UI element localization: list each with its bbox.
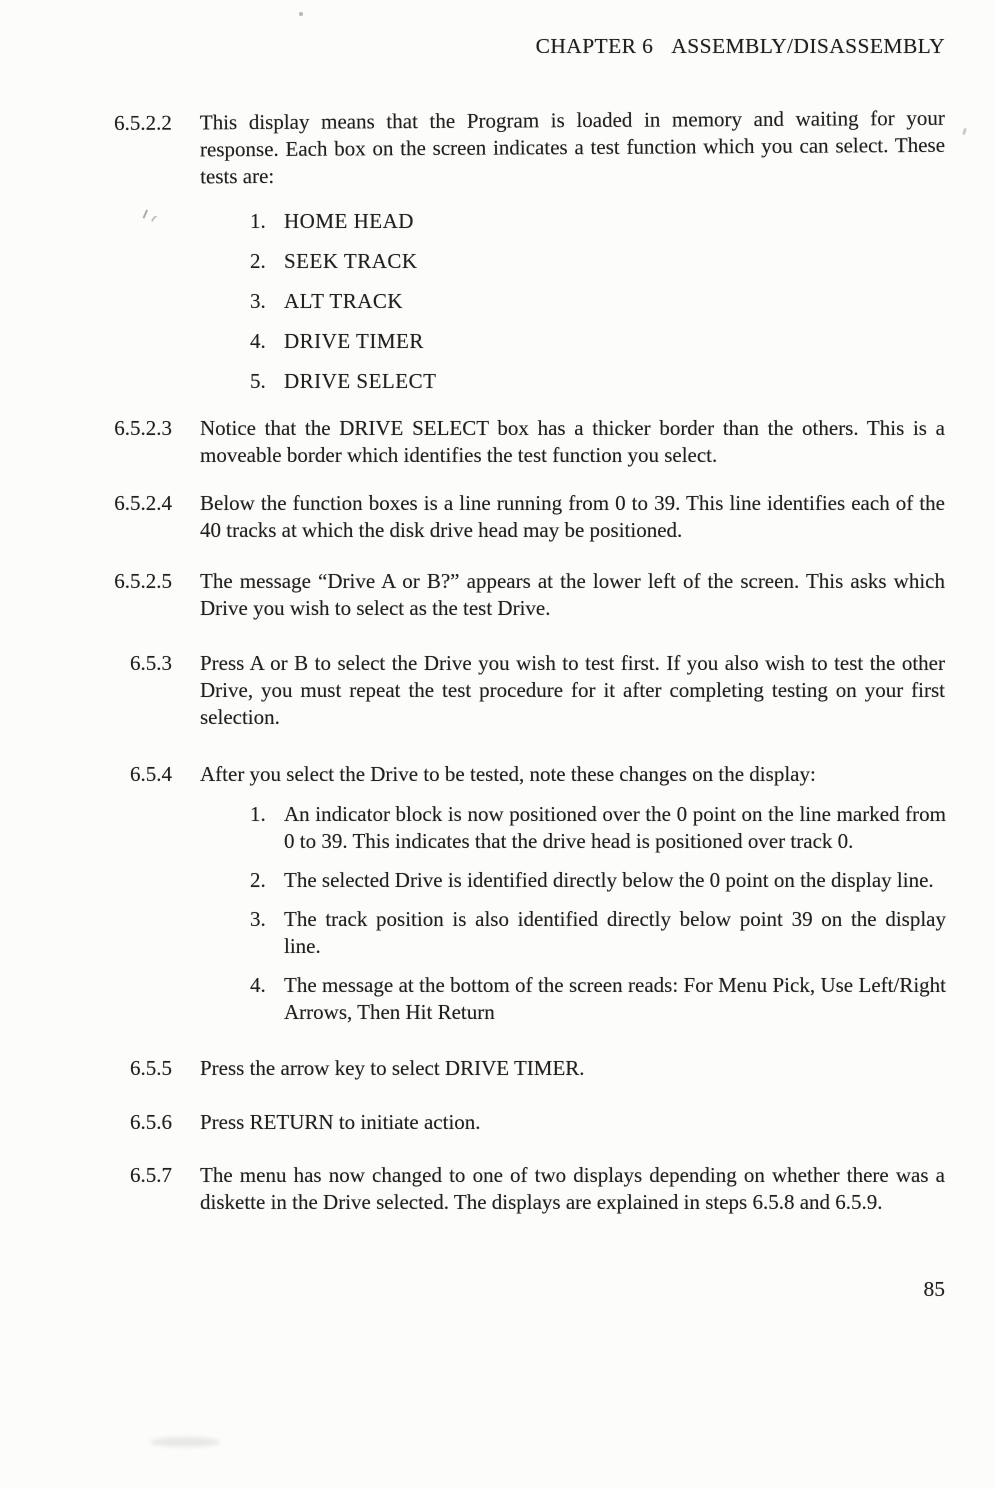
section-text: The menu has now changed to one of two displays depending on whether there was a diskette in the Drive selected. The displays are explained in steps 6.5.8 and 6.5.9. xyxy=(200,1163,945,1214)
section-text: Below the function boxes is a line running from 0 to 39. This line identifies each of the 40 tracks at which the disk drive head may be positioned. xyxy=(200,491,945,542)
list-item-label: DRIVE TIMER xyxy=(284,329,424,353)
list-item-number: 3. xyxy=(250,907,266,931)
list-item xyxy=(250,801,946,855)
list-item-text: An indicator block is now positioned over the 0 point on the line marked from 0 to 39. This indicates that the drive head is positioned over track 0. xyxy=(284,802,946,853)
list-item-number: 5. xyxy=(250,369,266,393)
section-number: 6.5.4 xyxy=(130,762,172,786)
list-item-number: 4. xyxy=(250,329,266,353)
section-number: 6.5.2.5 xyxy=(114,569,172,593)
section-text: This display means that the Program is loaded in memory and waiting for your response. Each box on the screen indicates a test function which you can select. These tests are: xyxy=(199,105,946,189)
section-number: 6.5.2.2 xyxy=(114,110,172,135)
list-item-number: 2. xyxy=(250,249,266,273)
list-item-text: The track position is also identified directly below point 39 on the display line. xyxy=(284,907,946,958)
list-item-number: 3. xyxy=(250,289,266,313)
chapter-label: CHAPTER 6 xyxy=(535,34,654,58)
section-text: Notice that the DRIVE SELECT box has a thicker border than the others. This is a moveable border which identifies the test function you select. xyxy=(200,416,945,467)
section-6-5-4 xyxy=(95,761,945,788)
list-item-label: DRIVE SELECT xyxy=(284,369,437,393)
section-6-5-6 xyxy=(95,1109,945,1136)
section-6-5-7 xyxy=(95,1162,945,1216)
list-item-number: 4. xyxy=(250,973,266,997)
section-6-5-2-3 xyxy=(95,415,945,469)
section-number: 6.5.2.3 xyxy=(114,416,172,440)
section-text: Press A or B to select the Drive you wish to test first. If you also wish to test the other Drive, you must repeat the test procedure for it after completing testing on your first selection. xyxy=(200,651,945,729)
scan-artifact xyxy=(150,1437,220,1447)
list-item xyxy=(250,906,946,960)
list-item xyxy=(250,248,950,275)
list-item xyxy=(250,288,950,315)
list-item-number: 1. xyxy=(250,802,266,826)
display-changes-list xyxy=(250,801,946,1026)
list-item-label: ALT TRACK xyxy=(284,289,404,313)
list-item-text: The selected Drive is identified directly below the 0 point on the display line. xyxy=(284,868,934,892)
list-item xyxy=(250,208,950,235)
section-number: 6.5.5 xyxy=(130,1056,172,1080)
list-item xyxy=(250,972,946,1026)
section-text: The message “Drive A or B?” appears at the lower left of the screen. This asks which Drive you wish to select as the test Drive. xyxy=(200,569,945,620)
list-item-label: HOME HEAD xyxy=(284,209,414,233)
section-number: 6.5.6 xyxy=(130,1110,172,1134)
list-item xyxy=(250,328,950,355)
section-6-5-5 xyxy=(95,1055,945,1082)
page-header-title: ASSEMBLY/DISASSEMBLY xyxy=(671,34,945,58)
page-number: 85 xyxy=(923,1277,945,1301)
section-number: 6.5.2.4 xyxy=(114,491,172,515)
section-text: Press RETURN to initiate action. xyxy=(200,1110,481,1134)
list-item xyxy=(250,867,946,894)
section-6-5-2-5 xyxy=(95,568,945,622)
list-item-number: 2. xyxy=(250,868,266,892)
list-item xyxy=(250,368,950,395)
section-text: After you select the Drive to be tested, note these changes on the display: xyxy=(200,762,816,786)
section-6-5-2-2 xyxy=(95,105,945,191)
page-header xyxy=(95,33,945,60)
list-item-text: The message at the bottom of the screen reads: For Menu Pick, Use Left/Right Arrows, Then Hit Return xyxy=(284,973,946,1024)
list-item-number: 1. xyxy=(250,209,266,233)
list-item-label: SEEK TRACK xyxy=(284,249,418,273)
section-number: 6.5.7 xyxy=(130,1163,172,1187)
section-6-5-3 xyxy=(95,650,945,731)
test-functions-list xyxy=(250,208,950,395)
section-6-5-2-4 xyxy=(95,490,945,544)
section-text: Press the arrow key to select DRIVE TIMER. xyxy=(200,1056,585,1080)
section-number: 6.5.3 xyxy=(130,651,172,675)
